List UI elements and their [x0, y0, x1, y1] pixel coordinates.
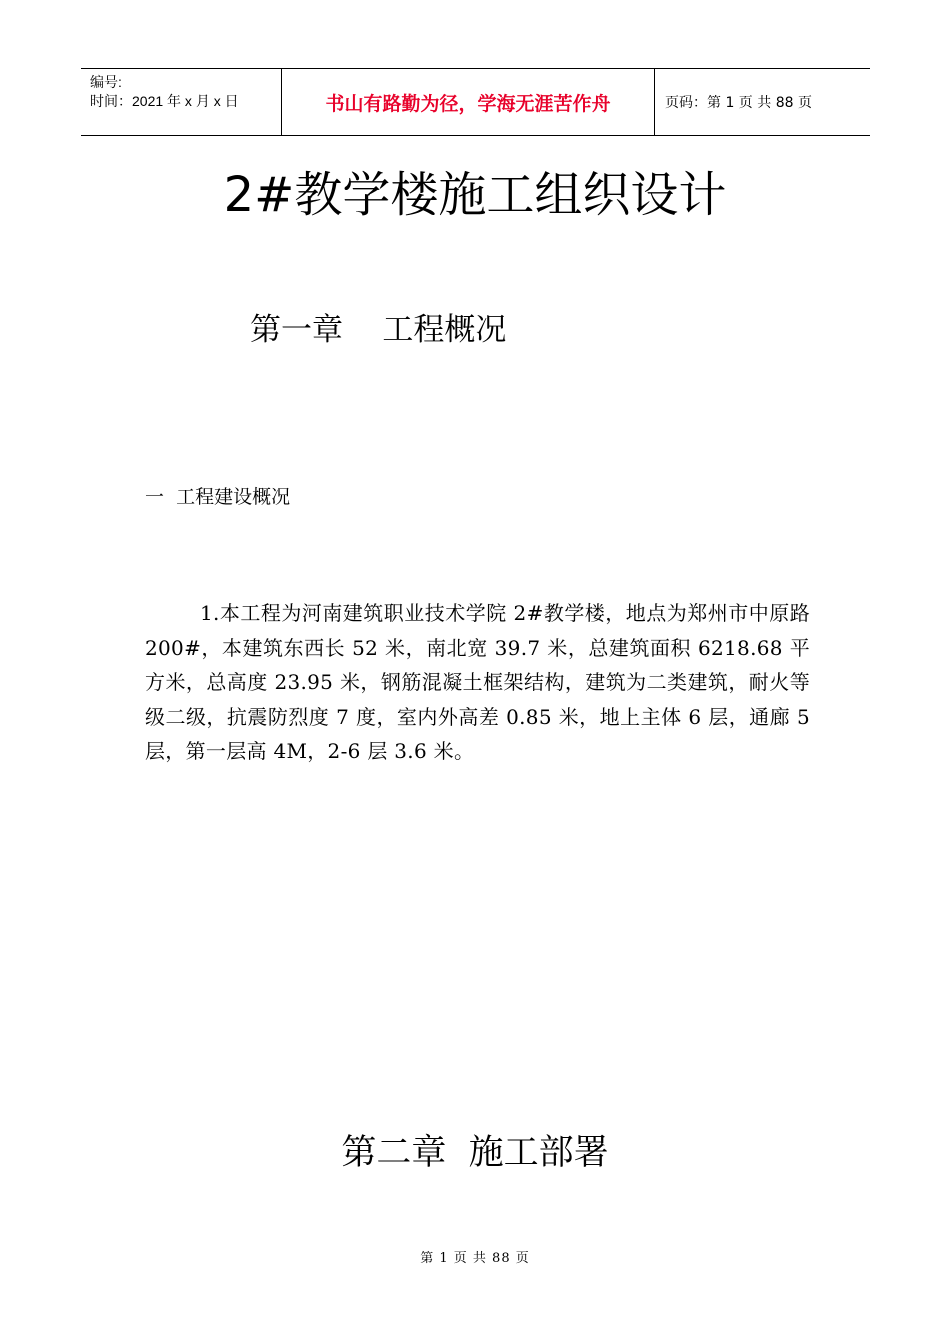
header-page-cell [655, 69, 870, 135]
page-info: 页码：第 1 页 共 88 页 [665, 95, 812, 111]
motto-text: 书山有路勤为径，学海无涯苦作舟 [325, 92, 611, 115]
page-footer: 第 1 页 共 88 页 [420, 1251, 530, 1266]
chapter1-title: 第一章 工程概况 [250, 312, 507, 348]
number-label: 编号: [90, 74, 122, 90]
header-motto-cell [282, 69, 655, 135]
paragraph-1-text: 1.本工程为河南建筑职业技术学院 2#教学楼，地点为郑州市中原路 200#，本建筑东西长 52 米，南北宽 39.7 米，总建筑面积 6218.68 平方米，总高度 23.95 米，钢筋混凝土框架结构，建筑为二类建筑，耐火等级二级，抗震防烈度 7 度，室内外高差 0.85 米，地上主体 6 层，通廊 5 层，第一层高 4M，2-6 层 3.6 米。 [145, 601, 810, 763]
paragraph-1 [145, 596, 810, 769]
section1-title: 一 工程建设概况 [145, 486, 291, 508]
header-table [81, 68, 870, 136]
chapter2-title: 第二章 施工部署 [341, 1133, 609, 1173]
document-title: 2#教学楼施工组织设计 [223, 167, 727, 223]
time-label: 时间：2021 年 x 月 x 日 [90, 93, 239, 109]
header-meta-cell [81, 69, 282, 135]
